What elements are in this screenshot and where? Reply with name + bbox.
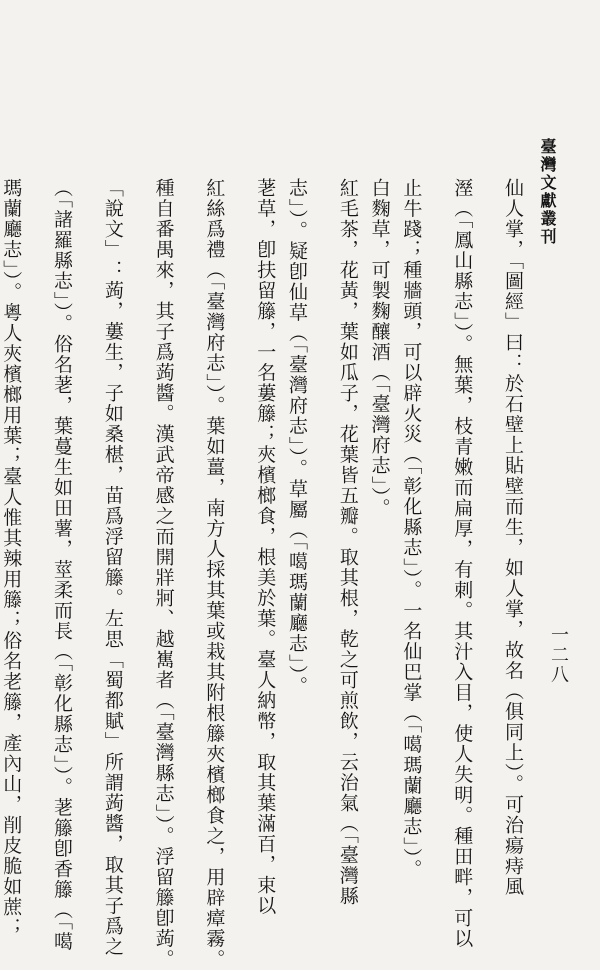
text-column: 白麴草，可製麴釀酒（「臺灣府志」）。 — [368, 178, 391, 519]
text-column: 止牛踐；種牆頭，可以辟火災（「彰化縣志」）。一名仙巴掌（「噶瑪蘭廳志」）。 — [400, 178, 423, 880]
series-title: 臺灣文獻叢刊 — [538, 138, 557, 246]
page-number: 一二八 — [548, 625, 569, 685]
text-column: （「諸羅縣志」）。俗名荖，葉蔓生如田薯，莖柔而長（「彰化縣志」）。荖籐卽香籐（「噶 — [51, 178, 74, 952]
text-column: 種自番禺來，其子爲蒟醬。漢武帝感之而開牂牁、越嶲者（「臺灣縣志」）。浮留籐卽蒟。 — [152, 178, 175, 970]
vertical-text-body — [0, 178, 528, 970]
text-column: 紅毛茶，花黃，葉如瓜子，花葉皆五瓣。取其根，乾之可煎飲，云治氣（「臺灣縣 — [336, 178, 359, 907]
text-column: 荖草，卽扶留籐，一名蔞籐；夾檳榔食，根美於葉。臺人納幣，取其葉滿百，束以 — [254, 178, 277, 916]
text-column: 志」）。疑卽仙草（「臺灣府志」）。草屬（「噶瑪蘭廳志」）。 — [286, 178, 309, 697]
text-column: 溼（「鳳山縣志」）。無葉，枝青嫩而扁厚，有刺。其汁入目，使人失明。種田畔，可以 — [451, 178, 474, 949]
text-column: 「說文」：蒟，蔞生，子如桑椹，苗爲浮留籐。左思「蜀都賦」所謂蒟醬，取其子爲之 — [101, 178, 124, 957]
text-column: 紅絲爲禮（「臺灣府志」）。葉如薑，南方人採其葉或栽其附根籐夾檳榔食之，用辟瘴霧。 — [203, 178, 226, 970]
text-column: 瑪蘭廳志」）。粵人夾檳榔用葉；臺人惟其辣用籐；俗名老籐，產內山，削皮脆如蔗； — [0, 178, 23, 938]
text-column: 仙人掌，「圖經」曰：於石壁上貼壁而生，如人掌，故名（俱同上）。可治瘍痔風 — [502, 178, 524, 897]
